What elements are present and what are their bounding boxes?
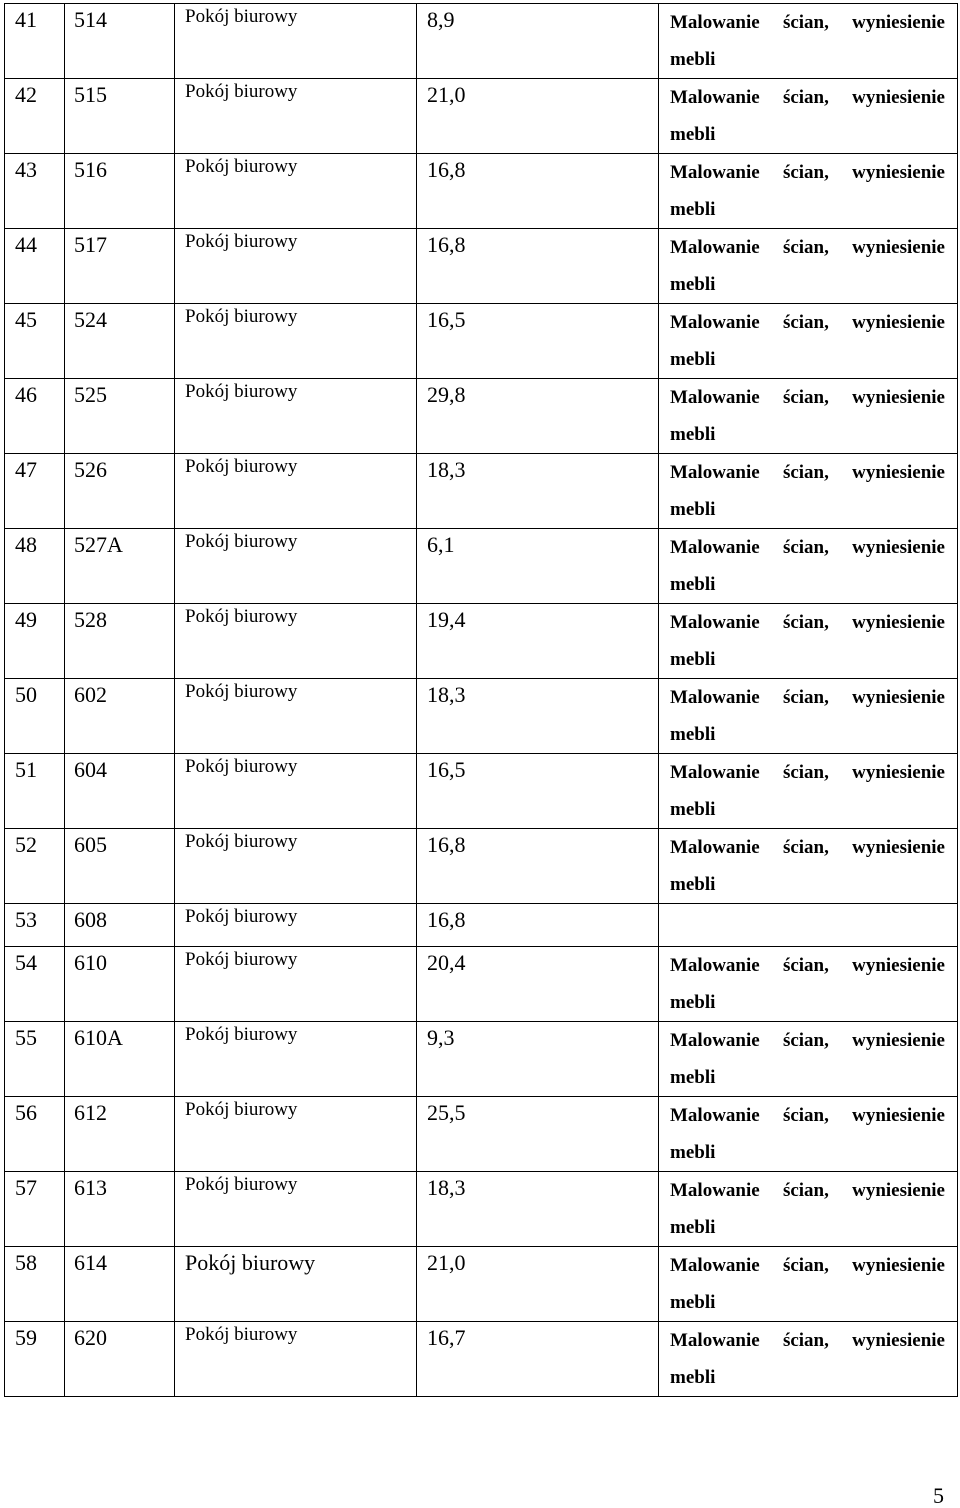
row-number-cell: 42 xyxy=(5,79,65,154)
row-number-cell: 51 xyxy=(5,754,65,829)
table-row xyxy=(5,304,958,379)
work-scope-line-1: Malowanie ścian, wyniesienie xyxy=(670,762,945,783)
area-cell: 18,3 xyxy=(417,1172,659,1247)
work-scope-cell xyxy=(659,1322,958,1397)
room-number-cell: 516 xyxy=(65,154,175,229)
room-number-cell: 517 xyxy=(65,229,175,304)
work-scope-line-2: mebli xyxy=(670,1367,716,1388)
work-scope-cell xyxy=(659,529,958,604)
room-number-cell: 613 xyxy=(65,1172,175,1247)
table-row xyxy=(5,904,958,947)
work-scope-line-1: Malowanie ścian, wyniesienie xyxy=(670,687,945,708)
area-cell: 18,3 xyxy=(417,454,659,529)
row-number-cell: 57 xyxy=(5,1172,65,1247)
room-type-cell: Pokój biurowy xyxy=(175,4,417,79)
table-row xyxy=(5,79,958,154)
row-number-cell: 47 xyxy=(5,454,65,529)
area-cell: 21,0 xyxy=(417,1247,659,1322)
room-number-cell: 620 xyxy=(65,1322,175,1397)
area-cell: 6,1 xyxy=(417,529,659,604)
work-scope-line-2: mebli xyxy=(670,574,716,595)
table-row xyxy=(5,454,958,529)
room-type-cell: Pokój biurowy xyxy=(175,1322,417,1397)
area-cell: 18,3 xyxy=(417,679,659,754)
room-type-cell: Pokój biurowy xyxy=(175,229,417,304)
room-number-cell: 525 xyxy=(65,379,175,454)
room-number-cell: 527A xyxy=(65,529,175,604)
room-number-cell: 524 xyxy=(65,304,175,379)
area-cell: 16,5 xyxy=(417,304,659,379)
room-number-cell: 610A xyxy=(65,1022,175,1097)
room-number-cell: 614 xyxy=(65,1247,175,1322)
row-number-cell: 46 xyxy=(5,379,65,454)
work-scope-line-1: Malowanie ścian, wyniesienie xyxy=(670,462,945,483)
work-scope-line-1: Malowanie ścian, wyniesienie xyxy=(670,162,945,183)
rooms-table-body xyxy=(5,4,958,1397)
work-scope-cell xyxy=(659,229,958,304)
room-type-cell: Pokój biurowy xyxy=(175,604,417,679)
area-cell: 20,4 xyxy=(417,947,659,1022)
work-scope-line-1: Malowanie ścian, wyniesienie xyxy=(670,1030,945,1051)
room-number-cell: 526 xyxy=(65,454,175,529)
rooms-table xyxy=(4,3,958,1397)
work-scope-line-1: Malowanie ścian, wyniesienie xyxy=(670,387,945,408)
row-number-cell: 53 xyxy=(5,904,65,947)
work-scope-line-1: Malowanie ścian, wyniesienie xyxy=(670,1180,945,1201)
work-scope-line-2: mebli xyxy=(670,499,716,520)
work-scope-line-1: Malowanie ścian, wyniesienie xyxy=(670,1105,945,1126)
work-scope-cell xyxy=(659,379,958,454)
area-cell: 9,3 xyxy=(417,1022,659,1097)
work-scope-line-1: Malowanie ścian, wyniesienie xyxy=(670,312,945,333)
room-type-cell: Pokój biurowy xyxy=(175,679,417,754)
room-type-cell: Pokój biurowy xyxy=(175,304,417,379)
row-number-cell: 43 xyxy=(5,154,65,229)
table-row xyxy=(5,379,958,454)
area-cell: 19,4 xyxy=(417,604,659,679)
room-number-cell: 514 xyxy=(65,4,175,79)
room-type-cell: Pokój biurowy xyxy=(175,1022,417,1097)
work-scope-cell xyxy=(659,304,958,379)
row-number-cell: 54 xyxy=(5,947,65,1022)
room-number-cell: 605 xyxy=(65,829,175,904)
room-type-cell: Pokój biurowy xyxy=(175,454,417,529)
work-scope-line-2: mebli xyxy=(670,874,716,895)
work-scope-line-2: mebli xyxy=(670,1217,716,1238)
page-number: 5 xyxy=(933,1483,944,1508)
room-number-cell: 528 xyxy=(65,604,175,679)
work-scope-line-1: Malowanie ścian, wyniesienie xyxy=(670,87,945,108)
area-cell: 16,7 xyxy=(417,1322,659,1397)
area-cell: 25,5 xyxy=(417,1097,659,1172)
work-scope-line-2: mebli xyxy=(670,1067,716,1088)
area-cell: 16,5 xyxy=(417,754,659,829)
work-scope-line-1: Malowanie ścian, wyniesienie xyxy=(670,237,945,258)
room-type-cell: Pokój biurowy xyxy=(175,1172,417,1247)
room-number-cell: 604 xyxy=(65,754,175,829)
work-scope-cell xyxy=(659,754,958,829)
room-type-cell: Pokój biurowy xyxy=(175,529,417,604)
row-number-cell: 45 xyxy=(5,304,65,379)
row-number-cell: 55 xyxy=(5,1022,65,1097)
work-scope-cell xyxy=(659,904,958,947)
work-scope-line-2: mebli xyxy=(670,49,716,70)
work-scope-cell xyxy=(659,1172,958,1247)
work-scope-cell xyxy=(659,1022,958,1097)
work-scope-line-2: mebli xyxy=(670,992,716,1013)
work-scope-cell xyxy=(659,1097,958,1172)
work-scope-line-1: Malowanie ścian, wyniesienie xyxy=(670,837,945,858)
table-row xyxy=(5,1172,958,1247)
work-scope-cell xyxy=(659,4,958,79)
room-number-cell: 515 xyxy=(65,79,175,154)
room-type-cell: Pokój biurowy xyxy=(175,904,417,947)
work-scope-line-2: mebli xyxy=(670,199,716,220)
work-scope-line-1: Malowanie ścian, wyniesienie xyxy=(670,12,945,33)
table-row xyxy=(5,947,958,1022)
table-row xyxy=(5,1322,958,1397)
room-number-cell: 612 xyxy=(65,1097,175,1172)
table-row xyxy=(5,1097,958,1172)
room-type-cell: Pokój biurowy xyxy=(175,154,417,229)
table-row xyxy=(5,229,958,304)
work-scope-line-2: mebli xyxy=(670,1142,716,1163)
area-cell: 8,9 xyxy=(417,4,659,79)
work-scope-line-2: mebli xyxy=(670,424,716,445)
work-scope-line-2: mebli xyxy=(670,799,716,820)
area-cell: 16,8 xyxy=(417,229,659,304)
row-number-cell: 48 xyxy=(5,529,65,604)
table-row xyxy=(5,754,958,829)
table-row xyxy=(5,604,958,679)
work-scope-line-1: Malowanie ścian, wyniesienie xyxy=(670,955,945,976)
room-number-cell: 610 xyxy=(65,947,175,1022)
table-row xyxy=(5,1022,958,1097)
area-cell: 29,8 xyxy=(417,379,659,454)
room-type-cell: Pokój biurowy xyxy=(175,754,417,829)
room-type-cell: Pokój biurowy xyxy=(175,829,417,904)
work-scope-cell xyxy=(659,679,958,754)
work-scope-line-1: Malowanie ścian, wyniesienie xyxy=(670,1330,945,1351)
work-scope-line-1: Malowanie ścian, wyniesienie xyxy=(670,1255,945,1276)
table-row xyxy=(5,154,958,229)
work-scope-line-2: mebli xyxy=(670,1292,716,1313)
row-number-cell: 56 xyxy=(5,1097,65,1172)
area-cell: 16,8 xyxy=(417,154,659,229)
area-cell: 16,8 xyxy=(417,904,659,947)
work-scope-cell xyxy=(659,947,958,1022)
work-scope-cell xyxy=(659,454,958,529)
table-row xyxy=(5,1247,958,1322)
room-type-cell: Pokój biurowy xyxy=(175,79,417,154)
room-number-cell: 608 xyxy=(65,904,175,947)
work-scope-cell xyxy=(659,79,958,154)
work-scope-cell xyxy=(659,154,958,229)
row-number-cell: 49 xyxy=(5,604,65,679)
work-scope-line-2: mebli xyxy=(670,274,716,295)
room-type-cell: Pokój biurowy xyxy=(175,1247,417,1322)
row-number-cell: 59 xyxy=(5,1322,65,1397)
work-scope-line-2: mebli xyxy=(670,724,716,745)
table-row xyxy=(5,679,958,754)
room-type-cell: Pokój biurowy xyxy=(175,947,417,1022)
work-scope-line-1: Malowanie ścian, wyniesienie xyxy=(670,537,945,558)
row-number-cell: 50 xyxy=(5,679,65,754)
room-type-cell: Pokój biurowy xyxy=(175,379,417,454)
work-scope-line-2: mebli xyxy=(670,649,716,670)
table-row xyxy=(5,4,958,79)
work-scope-line-2: mebli xyxy=(670,349,716,370)
area-cell: 21,0 xyxy=(417,79,659,154)
area-cell: 16,8 xyxy=(417,829,659,904)
room-number-cell: 602 xyxy=(65,679,175,754)
row-number-cell: 44 xyxy=(5,229,65,304)
room-type-cell: Pokój biurowy xyxy=(175,1097,417,1172)
work-scope-line-1: Malowanie ścian, wyniesienie xyxy=(670,612,945,633)
row-number-cell: 41 xyxy=(5,4,65,79)
work-scope-line-2: mebli xyxy=(670,124,716,145)
work-scope-cell xyxy=(659,1247,958,1322)
work-scope-cell xyxy=(659,604,958,679)
row-number-cell: 58 xyxy=(5,1247,65,1322)
table-row xyxy=(5,829,958,904)
row-number-cell: 52 xyxy=(5,829,65,904)
work-scope-cell xyxy=(659,829,958,904)
table-row xyxy=(5,529,958,604)
